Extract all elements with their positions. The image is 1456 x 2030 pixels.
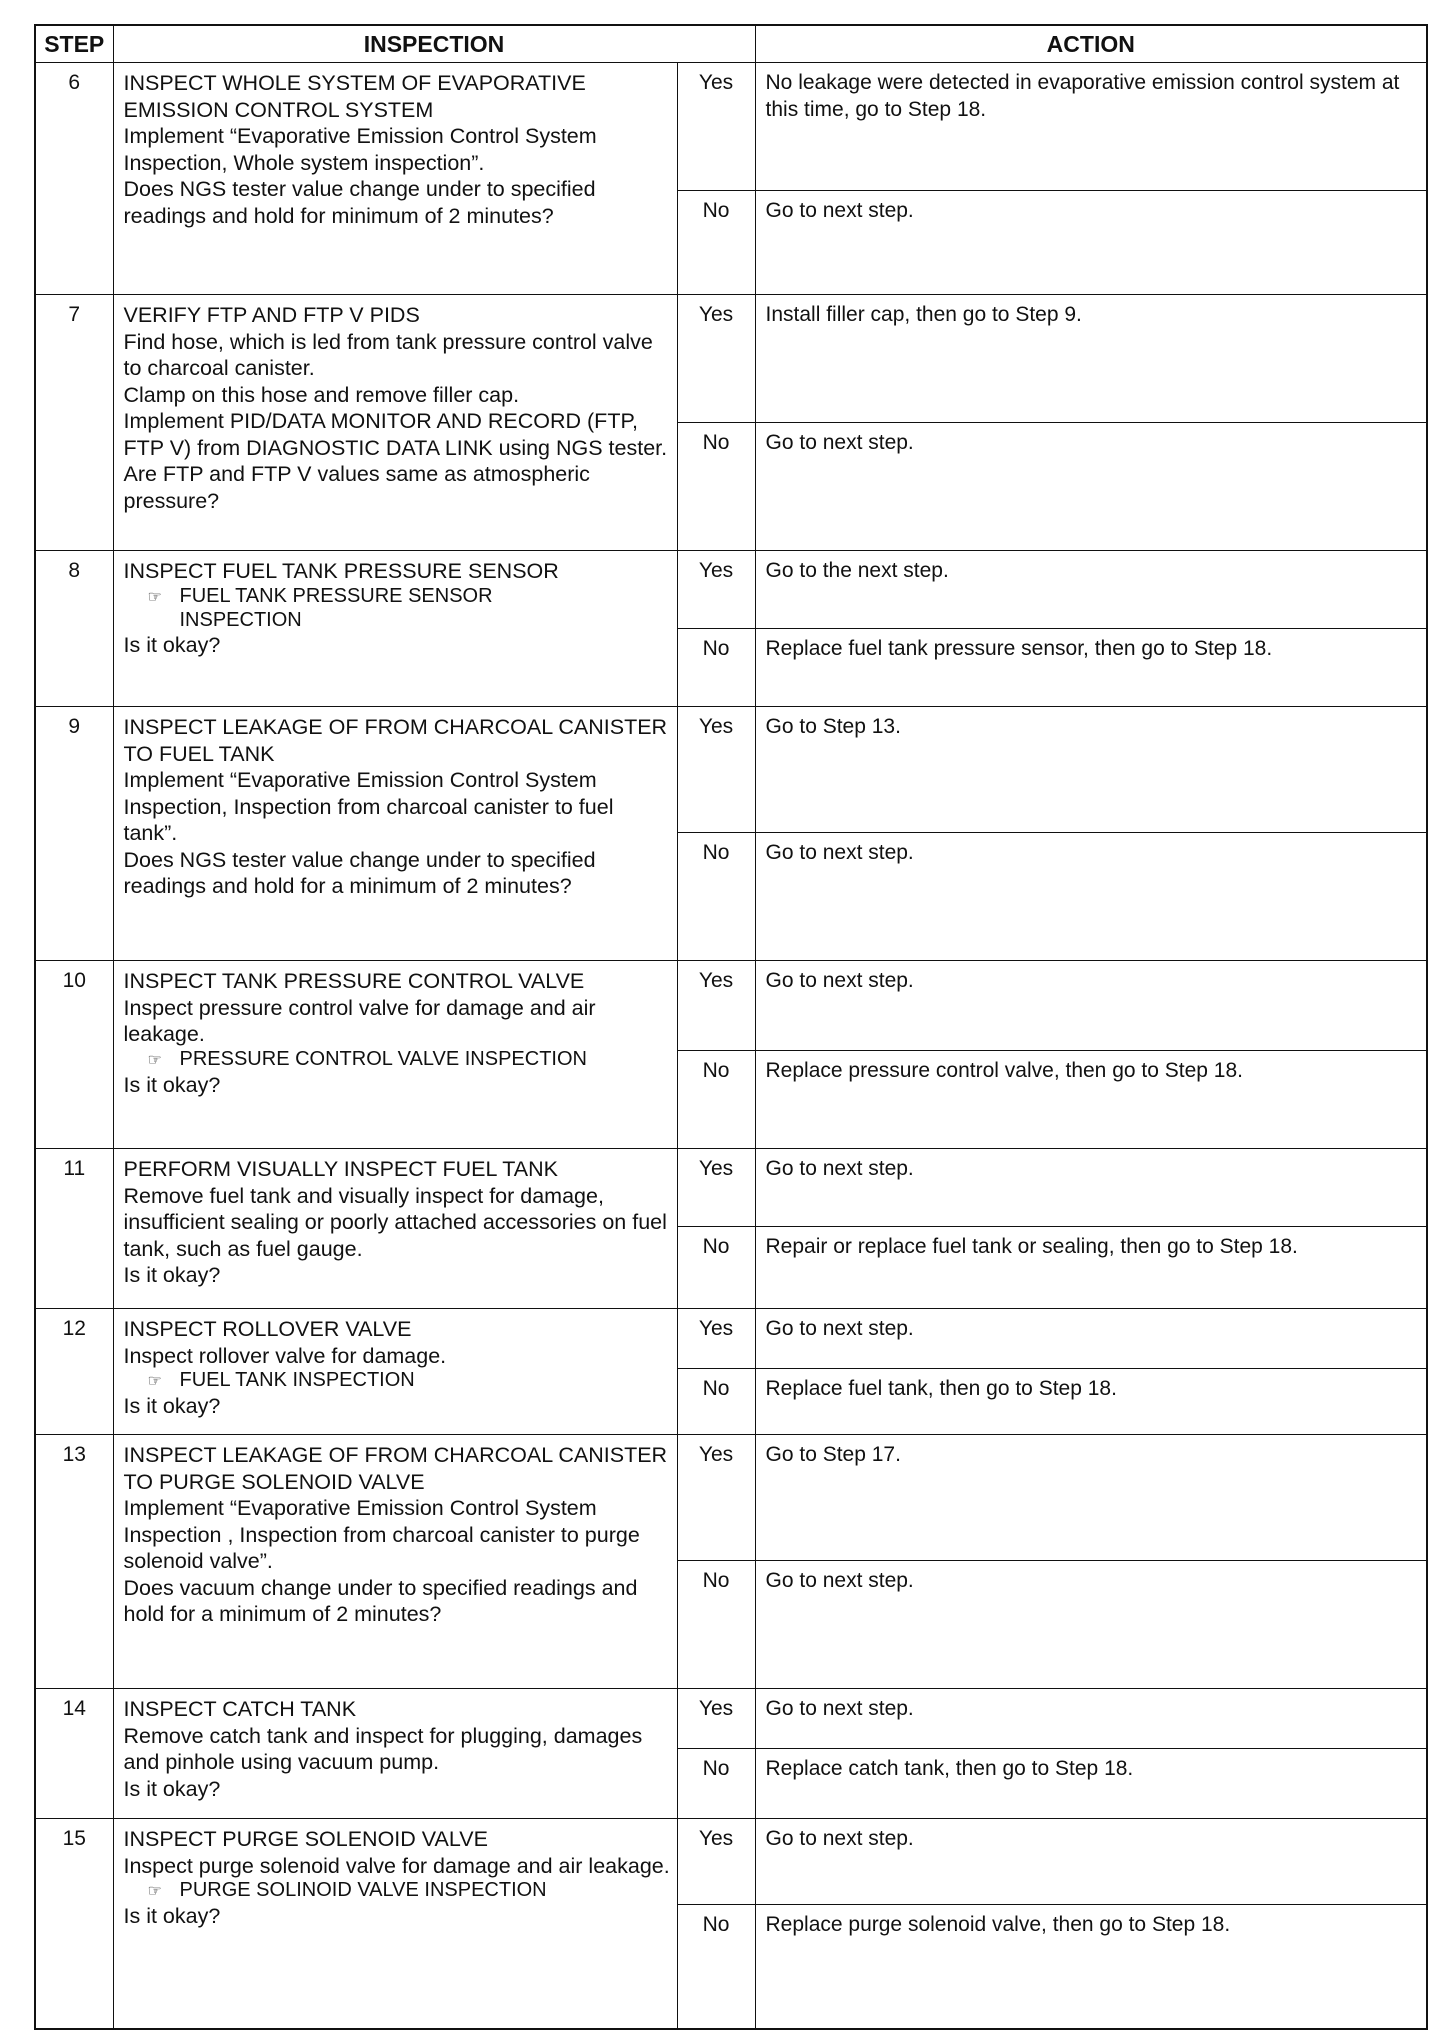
step-number: 13 [35, 1435, 113, 1689]
table-row [35, 1689, 1427, 1749]
inspection-text: Remove catch tank and inspect for plugging, damages and pinhole using vacuum pump. [123, 1723, 643, 1774]
yes-label: Yes [677, 1689, 755, 1749]
no-action: Replace pressure control valve, then go to Step 18. [755, 1051, 1427, 1149]
table-row [35, 295, 1427, 423]
yes-action: Go to next step. [755, 1819, 1427, 1905]
inspection-cell [113, 1435, 677, 1689]
pointing-hand-icon: ☞ [147, 1051, 162, 1069]
no-label: No [677, 1561, 755, 1689]
inspection-title: PERFORM VISUALLY INSPECT FUEL TANK [123, 1157, 558, 1181]
table-row [35, 707, 1427, 833]
reference-link[interactable] [124, 1048, 671, 1072]
inspection-cell [113, 1149, 677, 1309]
yes-label: Yes [677, 1435, 755, 1561]
no-action: Replace fuel tank pressure sensor, then go to Step 18. [755, 629, 1427, 707]
yes-action: Go to next step. [755, 1689, 1427, 1749]
header-inspection: INSPECTION [113, 25, 755, 63]
step-number: 15 [35, 1819, 113, 2029]
inspection-title: INSPECT WHOLE SYSTEM OF EVAPORATIVE EMISSION CONTROL SYSTEM [123, 71, 586, 122]
inspection-text: Implement “Evaporative Emission Control System Inspection , Inspection from charcoal canister to purge solenoid valve”. [123, 1496, 640, 1573]
table-row [35, 63, 1427, 191]
yes-label: Yes [677, 707, 755, 833]
no-label: No [677, 191, 755, 295]
inspection-question: Is it okay? [123, 1072, 221, 1097]
inspection-text: Inspect pressure control valve for damage and air leakage. [123, 995, 596, 1046]
reference-text: FUEL TANK PRESSURE SENSOR [179, 584, 493, 607]
inspection-cell [113, 707, 677, 961]
reference-link[interactable] [124, 1879, 671, 1903]
table-row [35, 961, 1427, 1051]
step-number: 8 [35, 551, 113, 707]
reference-text: PURGE SOLINOID VALVE INSPECTION [179, 1879, 547, 1901]
yes-action: Go to next step. [755, 961, 1427, 1051]
step-number: 10 [35, 961, 113, 1149]
yes-label: Yes [677, 961, 755, 1051]
step-number: 12 [35, 1309, 113, 1435]
inspection-title: INSPECT LEAKAGE OF FROM CHARCOAL CANISTER TO PURGE SOLENOID VALVE [123, 1443, 668, 1494]
yes-action: Go to the next step. [755, 551, 1427, 629]
no-action: Go to next step. [755, 833, 1427, 961]
no-action: Repair or replace fuel tank or sealing, then go to Step 18. [755, 1227, 1427, 1309]
table-row [35, 1435, 1427, 1561]
inspection-question: Is it okay? [123, 1394, 221, 1418]
pointing-hand-icon: ☞ [147, 1373, 162, 1390]
header-action: ACTION [755, 25, 1427, 63]
inspection-cell [113, 63, 677, 295]
yes-label: Yes [677, 295, 755, 423]
inspection-cell [113, 551, 677, 707]
inspection-text: Is it okay? [123, 632, 221, 657]
inspection-cell [113, 295, 677, 551]
inspection-text: Is it okay? [123, 1776, 221, 1801]
inspection-title: INSPECT LEAKAGE OF FROM CHARCOAL CANISTER TO FUEL TANK [123, 715, 668, 766]
table-row [35, 1149, 1427, 1227]
inspection-text: Does NGS tester value change under to specified readings and hold for minimum of 2 minutes? [123, 177, 596, 228]
inspection-title: INSPECT CATCH TANK [123, 1697, 357, 1721]
no-label: No [677, 833, 755, 961]
inspection-text: Inspect purge solenoid valve for damage and air leakage. [123, 1853, 670, 1878]
inspection-text: Implement “Evaporative Emission Control System Inspection, Inspection from charcoal canister to fuel tank”. [123, 768, 614, 845]
reference-text: FUEL TANK INSPECTION [179, 1369, 415, 1391]
yes-action: Go to Step 17. [755, 1435, 1427, 1561]
inspection-cell [113, 1819, 677, 2029]
table-row [35, 551, 1427, 629]
inspection-title: VERIFY FTP AND FTP V PIDS [123, 303, 420, 327]
no-label: No [677, 1369, 755, 1435]
inspection-text: Are FTP and FTP V values same as atmospheric pressure? [123, 462, 590, 513]
table-row [35, 1819, 1427, 1905]
no-action: Go to next step. [755, 1561, 1427, 1689]
table-row [35, 1309, 1427, 1369]
no-label: No [677, 1227, 755, 1309]
step-number: 9 [35, 707, 113, 961]
inspection-title: INSPECT ROLLOVER VALVE [123, 1317, 412, 1341]
inspection-text: Implement PID/DATA MONITOR AND RECORD (FTP, FTP V) from DIAGNOSTIC DATA LINK using NGS tester. [123, 409, 668, 460]
pointing-hand-icon: ☞ [147, 588, 162, 606]
inspection-text: Does NGS tester value change under to specified readings and hold for a minimum of 2 minutes? [123, 847, 596, 898]
yes-label: Yes [677, 1819, 755, 1905]
step-number: 6 [35, 63, 113, 295]
reference-text: PRESSURE CONTROL VALVE INSPECTION [179, 1047, 587, 1070]
no-label: No [677, 423, 755, 551]
table-body [35, 63, 1427, 2029]
yes-label: Yes [677, 63, 755, 191]
no-action: Go to next step. [755, 423, 1427, 551]
no-label: No [677, 629, 755, 707]
no-label: No [677, 1051, 755, 1149]
table-header-row [35, 25, 1427, 63]
no-label: No [677, 1749, 755, 1819]
yes-label: Yes [677, 551, 755, 629]
yes-label: Yes [677, 1309, 755, 1369]
no-action: Go to next step. [755, 191, 1427, 295]
inspection-text: Remove fuel tank and visually inspect for damage, insufficient sealing or poorly attached accessories on fuel tank, such as fuel gauge. [123, 1183, 667, 1261]
inspection-title: INSPECT PURGE SOLENOID VALVE [123, 1827, 488, 1851]
yes-action: Go to next step. [755, 1309, 1427, 1369]
inspection-text: Implement “Evaporative Emission Control System Inspection, Whole system inspection”. [123, 124, 597, 175]
inspection-cell [113, 1309, 677, 1435]
yes-action: Go to next step. [755, 1149, 1427, 1227]
inspection-question: Is it okay? [123, 1904, 221, 1928]
inspection-text: Is it okay? [123, 1263, 221, 1287]
no-label: No [677, 1905, 755, 2029]
yes-action: No leakage were detected in evaporative emission control system at this time, go to Step 18. [755, 63, 1427, 191]
diagnostic-table [34, 24, 1428, 2030]
inspection-text: Does vacuum change under to specified readings and hold for a minimum of 2 minutes? [123, 1575, 638, 1626]
pointing-hand-icon: ☞ [147, 1883, 162, 1900]
reference-link[interactable] [124, 585, 671, 632]
inspection-cell [113, 961, 677, 1149]
yes-action: Install filler cap, then go to Step 9. [755, 295, 1427, 423]
inspection-cell [113, 1689, 677, 1819]
no-action: Replace purge solenoid valve, then go to Step 18. [755, 1905, 1427, 2029]
yes-action: Go to Step 13. [755, 707, 1427, 833]
no-action: Replace catch tank, then go to Step 18. [755, 1749, 1427, 1819]
header-step: STEP [35, 25, 113, 63]
step-number: 11 [35, 1149, 113, 1309]
inspection-text: Find hose, which is led from tank pressure control valve to charcoal canister. [123, 329, 653, 380]
inspection-text: Inspect rollover valve for damage. [123, 1343, 447, 1368]
reference-text: INSPECTION [179, 608, 302, 631]
step-number: 14 [35, 1689, 113, 1819]
inspection-text: Clamp on this hose and remove filler cap. [123, 382, 520, 407]
reference-link[interactable] [124, 1369, 671, 1393]
inspection-title: INSPECT FUEL TANK PRESSURE SENSOR [123, 559, 559, 583]
no-action: Replace fuel tank, then go to Step 18. [755, 1369, 1427, 1435]
step-number: 7 [35, 295, 113, 551]
yes-label: Yes [677, 1149, 755, 1227]
inspection-title: INSPECT TANK PRESSURE CONTROL VALVE [123, 969, 585, 993]
